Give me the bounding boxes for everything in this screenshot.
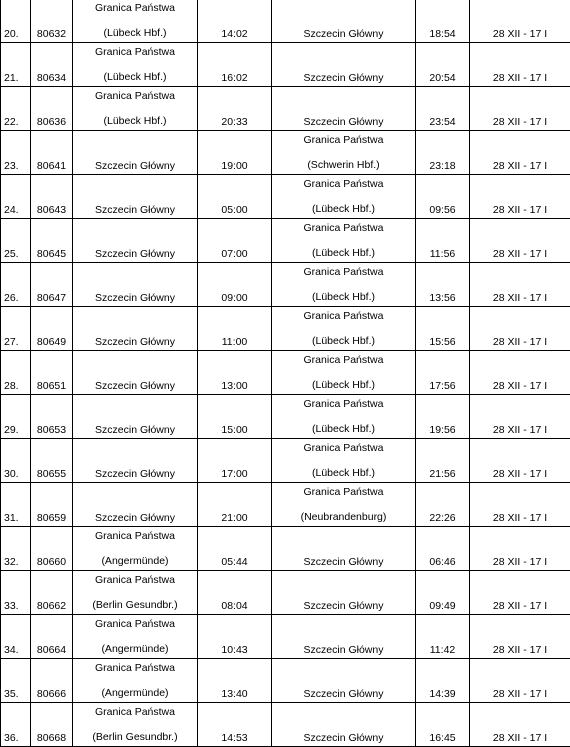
row-number: 34. (1, 615, 31, 659)
service-period: 28 XII - 17 I (470, 219, 570, 263)
table-row (1, 0, 570, 43)
departure-time: 17:00 (198, 439, 272, 483)
destination-station (272, 175, 416, 219)
departure-time: 13:40 (198, 659, 272, 703)
train-number: 80655 (31, 439, 73, 483)
destination-station-line: (Lübeck Hbf.) (312, 422, 375, 436)
row-number: 25. (1, 219, 31, 263)
departure-time: 19:00 (198, 131, 272, 175)
table-row (1, 351, 570, 395)
destination-station-line: Granica Państwa (304, 133, 384, 147)
arrival-time: 09:56 (416, 175, 470, 219)
train-number: 80659 (31, 483, 73, 527)
service-period: 28 XII - 17 I (470, 527, 570, 571)
train-number: 80632 (31, 0, 73, 43)
row-number: 24. (1, 175, 31, 219)
arrival-time: 17:56 (416, 351, 470, 395)
table-row (1, 131, 570, 175)
row-number: 21. (1, 43, 31, 87)
destination-station (272, 219, 416, 263)
arrival-time: 11:42 (416, 615, 470, 659)
destination-station-line: Granica Państwa (304, 353, 384, 367)
service-period: 28 XII - 17 I (470, 351, 570, 395)
table-row (1, 703, 570, 747)
arrival-time: 19:56 (416, 395, 470, 439)
row-number: 28. (1, 351, 31, 395)
destination-station (272, 263, 416, 307)
origin-station: Szczecin Główny (73, 131, 198, 175)
train-number: 80660 (31, 527, 73, 571)
service-period: 28 XII - 17 I (470, 571, 570, 615)
departure-time: 16:02 (198, 43, 272, 87)
arrival-time: 14:39 (416, 659, 470, 703)
row-number: 31. (1, 483, 31, 527)
origin-station-line: (Berlin Gesundbr.) (92, 598, 177, 612)
origin-station-line: Granica Państwa (95, 529, 175, 543)
service-period: 28 XII - 17 I (470, 395, 570, 439)
destination-station-line: Granica Państwa (304, 221, 384, 235)
departure-time: 20:33 (198, 87, 272, 131)
row-number: 26. (1, 263, 31, 307)
row-number: 20. (1, 0, 31, 43)
origin-station: Szczecin Główny (73, 395, 198, 439)
origin-station: Szczecin Główny (73, 351, 198, 395)
origin-station-line: Granica Państwa (95, 661, 175, 675)
table-row (1, 527, 570, 571)
train-number: 80664 (31, 615, 73, 659)
service-period: 28 XII - 17 I (470, 0, 570, 43)
origin-station-line: (Lübeck Hbf.) (103, 70, 166, 84)
service-period: 28 XII - 17 I (470, 43, 570, 87)
service-period: 28 XII - 17 I (470, 131, 570, 175)
departure-time: 09:00 (198, 263, 272, 307)
destination-station-line: Granica Państwa (304, 397, 384, 411)
table-row (1, 263, 570, 307)
destination-station-line: (Schwerin Hbf.) (307, 158, 379, 172)
origin-station-line: (Lübeck Hbf.) (103, 26, 166, 40)
service-period: 28 XII - 17 I (470, 659, 570, 703)
destination-station (272, 483, 416, 527)
origin-station-line: Granica Państwa (95, 45, 175, 59)
destination-station (272, 351, 416, 395)
departure-time: 10:43 (198, 615, 272, 659)
origin-station: Szczecin Główny (73, 439, 198, 483)
row-number: 36. (1, 703, 31, 747)
service-period: 28 XII - 17 I (470, 615, 570, 659)
departure-time: 05:00 (198, 175, 272, 219)
train-number: 80649 (31, 307, 73, 351)
origin-station: Szczecin Główny (73, 307, 198, 351)
destination-station: Szczecin Główny (272, 703, 416, 747)
row-number: 32. (1, 527, 31, 571)
service-period: 28 XII - 17 I (470, 307, 570, 351)
arrival-time: 13:56 (416, 263, 470, 307)
destination-station (272, 395, 416, 439)
arrival-time: 15:56 (416, 307, 470, 351)
row-number: 35. (1, 659, 31, 703)
origin-station (73, 659, 198, 703)
destination-station-line: (Lübeck Hbf.) (312, 202, 375, 216)
origin-station (73, 703, 198, 747)
train-number: 80643 (31, 175, 73, 219)
arrival-time: 09:49 (416, 571, 470, 615)
table-row (1, 43, 570, 87)
destination-station: Szczecin Główny (272, 87, 416, 131)
origin-station-line: (Angermünde) (101, 554, 168, 568)
destination-station-line: (Lübeck Hbf.) (312, 466, 375, 480)
departure-time: 21:00 (198, 483, 272, 527)
train-number: 80651 (31, 351, 73, 395)
row-number: 29. (1, 395, 31, 439)
origin-station (73, 0, 198, 43)
destination-station: Szczecin Główny (272, 571, 416, 615)
destination-station-line: Granica Państwa (304, 309, 384, 323)
origin-station-line: (Angermünde) (101, 686, 168, 700)
destination-station: Szczecin Główny (272, 527, 416, 571)
table-row (1, 439, 570, 483)
origin-station-line: (Lübeck Hbf.) (103, 114, 166, 128)
destination-station-line: (Lübeck Hbf.) (312, 290, 375, 304)
departure-time: 14:53 (198, 703, 272, 747)
train-number: 80668 (31, 703, 73, 747)
row-number: 27. (1, 307, 31, 351)
destination-station (272, 439, 416, 483)
origin-station: Szczecin Główny (73, 483, 198, 527)
origin-station (73, 87, 198, 131)
destination-station (272, 131, 416, 175)
arrival-time: 21:56 (416, 439, 470, 483)
arrival-time: 23:54 (416, 87, 470, 131)
train-number: 80636 (31, 87, 73, 131)
origin-station: Szczecin Główny (73, 263, 198, 307)
table-row (1, 307, 570, 351)
service-period: 28 XII - 17 I (470, 703, 570, 747)
origin-station (73, 615, 198, 659)
destination-station-line: Granica Państwa (304, 265, 384, 279)
arrival-time: 22:26 (416, 483, 470, 527)
destination-station (272, 307, 416, 351)
departure-time: 07:00 (198, 219, 272, 263)
service-period: 28 XII - 17 I (470, 175, 570, 219)
origin-station-line: Granica Państwa (95, 705, 175, 719)
arrival-time: 11:56 (416, 219, 470, 263)
service-period: 28 XII - 17 I (470, 483, 570, 527)
origin-station (73, 527, 198, 571)
service-period: 28 XII - 17 I (470, 439, 570, 483)
origin-station: Szczecin Główny (73, 219, 198, 263)
train-number: 80634 (31, 43, 73, 87)
service-period: 28 XII - 17 I (470, 263, 570, 307)
departure-time: 11:00 (198, 307, 272, 351)
table-row (1, 571, 570, 615)
arrival-time: 06:46 (416, 527, 470, 571)
destination-station-line: (Neubrandenburg) (301, 510, 387, 524)
origin-station-line: Granica Państwa (95, 89, 175, 103)
arrival-time: 18:54 (416, 0, 470, 43)
table-row (1, 219, 570, 263)
row-number: 33. (1, 571, 31, 615)
origin-station-line: (Berlin Gesundbr.) (92, 730, 177, 744)
destination-station-line: (Lübeck Hbf.) (312, 246, 375, 260)
destination-station: Szczecin Główny (272, 0, 416, 43)
destination-station-line: Granica Państwa (304, 177, 384, 191)
origin-station (73, 571, 198, 615)
train-number: 80662 (31, 571, 73, 615)
timetable-body (1, 0, 570, 747)
destination-station-line: (Lübeck Hbf.) (312, 334, 375, 348)
origin-station-line: Granica Państwa (95, 573, 175, 587)
train-number: 80645 (31, 219, 73, 263)
destination-station-line: (Lübeck Hbf.) (312, 378, 375, 392)
table-row (1, 483, 570, 527)
row-number: 23. (1, 131, 31, 175)
table-row (1, 175, 570, 219)
row-number: 30. (1, 439, 31, 483)
train-number: 80666 (31, 659, 73, 703)
origin-station-line: Granica Państwa (95, 617, 175, 631)
table-row (1, 395, 570, 439)
destination-station-line: Granica Państwa (304, 485, 384, 499)
departure-time: 15:00 (198, 395, 272, 439)
origin-station (73, 43, 198, 87)
origin-station-line: (Angermünde) (101, 642, 168, 656)
train-number: 80653 (31, 395, 73, 439)
origin-station: Szczecin Główny (73, 175, 198, 219)
table-row (1, 659, 570, 703)
table-row (1, 615, 570, 659)
origin-station-line: Granica Państwa (95, 1, 175, 15)
service-period: 28 XII - 17 I (470, 87, 570, 131)
departure-time: 13:00 (198, 351, 272, 395)
arrival-time: 20:54 (416, 43, 470, 87)
row-number: 22. (1, 87, 31, 131)
destination-station-line: Granica Państwa (304, 441, 384, 455)
arrival-time: 16:45 (416, 703, 470, 747)
train-number: 80647 (31, 263, 73, 307)
destination-station: Szczecin Główny (272, 659, 416, 703)
train-number: 80641 (31, 131, 73, 175)
destination-station: Szczecin Główny (272, 43, 416, 87)
arrival-time: 23:18 (416, 131, 470, 175)
departure-time: 05:44 (198, 527, 272, 571)
departure-time: 08:04 (198, 571, 272, 615)
table-row (1, 87, 570, 131)
departure-time: 14:02 (198, 0, 272, 43)
destination-station: Szczecin Główny (272, 615, 416, 659)
